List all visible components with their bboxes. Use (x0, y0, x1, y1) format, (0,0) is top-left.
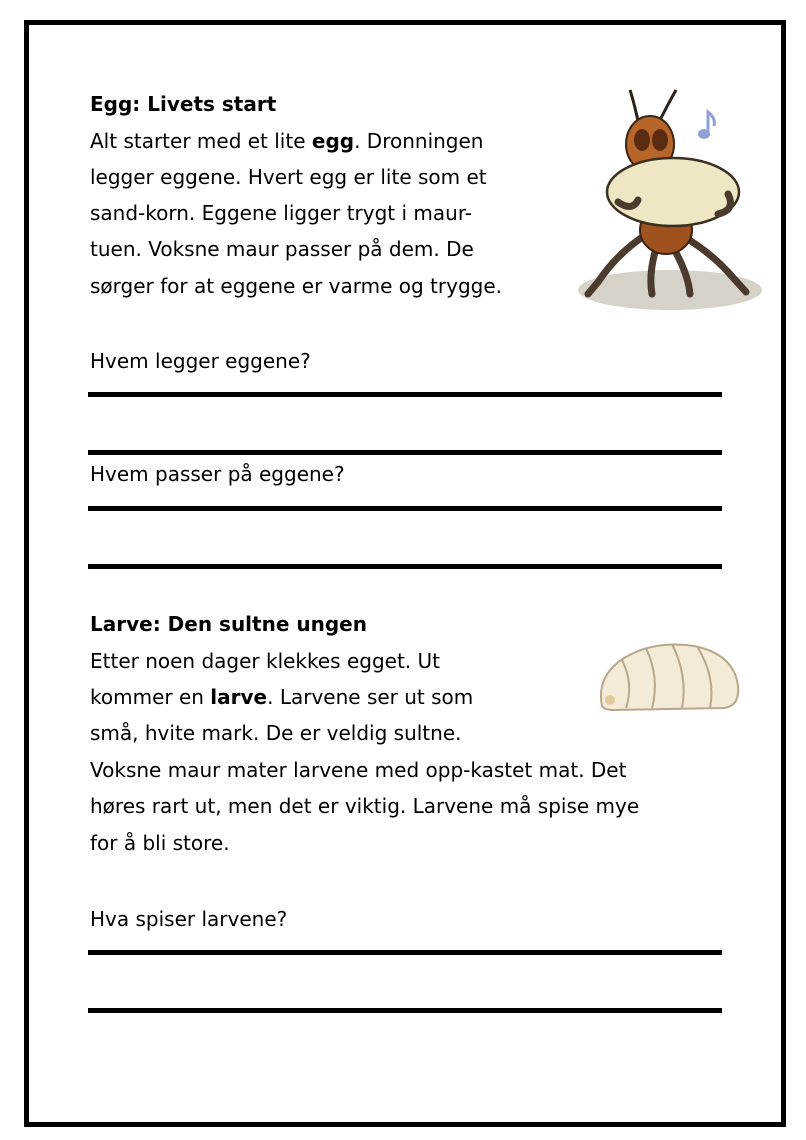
question-who-lays-eggs: Hvem legger eggene? (90, 349, 311, 373)
question-who-tends-eggs: Hvem passer på eggene? (90, 462, 345, 486)
egg-text-line-1: Alt starter med et lite egg. Dronningen (90, 129, 484, 153)
answer-line-2[interactable] (88, 450, 722, 455)
egg-text-line-3: sand-korn. Eggene ligger trygt i maur- (90, 201, 472, 225)
egg-text-line-2: legger eggene. Hvert egg er lite som et (90, 165, 487, 189)
answer-line-5[interactable] (88, 950, 722, 955)
egg-section-title: Egg: Livets start (90, 92, 277, 116)
question-what-larvae-eat: Hva spiser larvene? (90, 907, 288, 931)
answer-line-4[interactable] (88, 564, 722, 569)
larva-text-line-3: små, hvite mark. De er veldig sultne. (90, 721, 462, 745)
larva-keyword: larve (210, 685, 268, 709)
larva-illustration (594, 636, 742, 716)
egg-text-line-4: tuen. Voksne maur passer på dem. De (90, 237, 474, 261)
larva-text-line-6: for å bli store. (90, 831, 230, 855)
larva-text-line-4: Voksne maur mater larvene med opp-kastet mat. Det (90, 758, 627, 782)
answer-line-3[interactable] (88, 506, 722, 511)
egg-keyword: egg (311, 129, 355, 153)
egg-text-line-5: sørger for at eggene er varme og trygge. (90, 274, 502, 298)
larva-text-line-2: kommer en larve. Larvene ser ut som (90, 685, 474, 709)
larva-text-line-5: høres rart ut, men det er viktig. Larvene må spise mye (90, 794, 640, 818)
ant-carrying-egg-illustration (578, 82, 768, 314)
larva-text-line-1: Etter noen dager klekkes egget. Ut (90, 649, 440, 673)
larva-section-title: Larve: Den sultne ungen (90, 612, 367, 636)
answer-line-1[interactable] (88, 392, 722, 397)
answer-line-6[interactable] (88, 1008, 722, 1013)
